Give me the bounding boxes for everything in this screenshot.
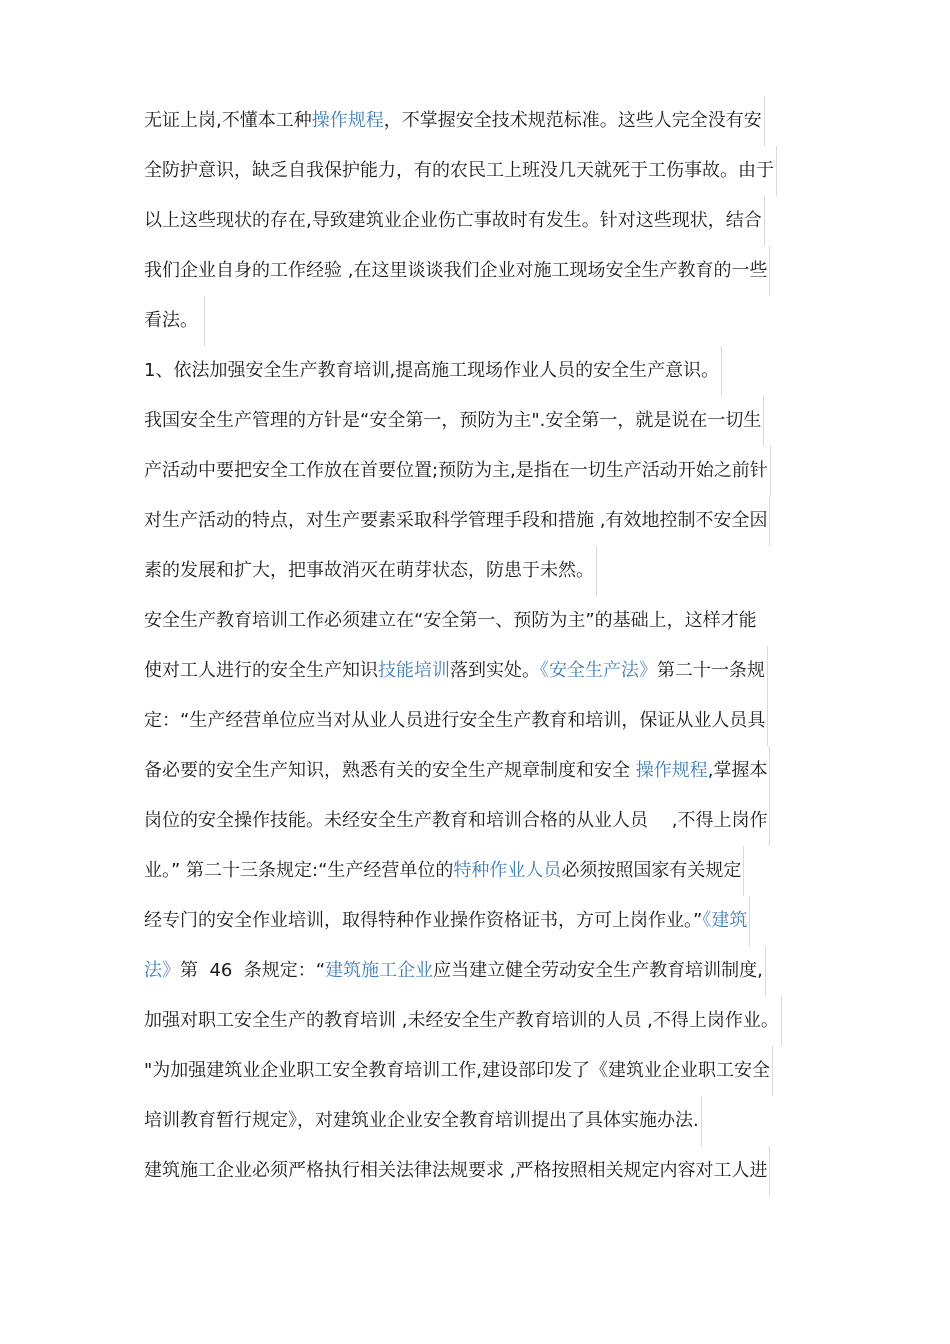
text-span: 业。” 第二十三条规定:“生产经营单位的 — [144, 860, 454, 881]
text-line — [144, 996, 782, 1046]
text-span: 第 46 条规定：“ — [180, 960, 326, 981]
link-construction-law[interactable]: 法》 — [144, 960, 180, 981]
text-span: 培训教育暂行规定》，对建筑业企业安全教育培训提出了具体实施办法. — [144, 1110, 699, 1131]
text-line — [144, 246, 770, 296]
link-skill-training[interactable]: 技能培训 — [378, 660, 450, 681]
text-span: ,掌握本 — [707, 760, 768, 781]
text-line — [144, 1096, 702, 1146]
text-span: 必须按照国家有关规定 — [561, 860, 742, 881]
text-span: 安全生产教育培训工作必须建立在“安全第一、预防为主”的基础上，这样才能 — [144, 610, 757, 631]
text-line — [144, 546, 597, 596]
text-line — [144, 646, 768, 696]
text-span: 第二十一条规 — [657, 660, 765, 681]
text-line — [144, 96, 765, 146]
text-span: 加强对职工安全生产的教育培训 ,未经安全生产教育培训的人员 ,不得上岗作业。 — [144, 1010, 779, 1031]
text-line — [144, 446, 771, 496]
text-span: 我们企业自身的工作经验 ,在这里谈谈我们企业对施工现场安全生产教育的一些 — [144, 260, 768, 281]
text-span: "为加强建筑业企业职工安全教育培训工作,建设部印发了《建筑业企业职工安全 — [144, 1060, 770, 1081]
text-line — [144, 596, 757, 646]
text-line — [144, 496, 770, 546]
text-span: 应当建立健全劳动安全生产教育培训制度, — [433, 960, 763, 981]
text-span: 落到实处。 — [450, 660, 540, 681]
link-operation-rules[interactable]: 操作规程 — [311, 110, 384, 131]
text-span: 岗位的安全操作技能。未经安全生产教育和培训合格的从业人员 ,不得上岗作 — [144, 810, 768, 831]
text-line — [144, 796, 770, 846]
link-construction-law[interactable]: 《建筑 — [702, 910, 748, 931]
text-span: 经专门的安全作业培训，取得特种作业操作资格证书，方可上岗作业。” — [144, 910, 703, 931]
text-span: 定：“生产经营单位应当对从业人员进行安全生产教育和培训，保证从业人员具 — [144, 710, 766, 731]
section-heading — [144, 346, 722, 396]
text-span: 无证上岗,不懂本工种 — [144, 110, 312, 131]
text-line — [144, 746, 770, 796]
text-span: 使对工人进行的安全生产知识 — [144, 660, 378, 681]
text-line — [144, 696, 768, 746]
link-work-safety-law[interactable]: 《安全生产法》 — [540, 660, 657, 681]
text-span: 对生产活动的特点，对生产要素采取科学管理手段和措施 ,有效地控制不安全因 — [144, 510, 768, 531]
text-span: 看法。 — [144, 310, 198, 331]
text-line — [144, 196, 765, 246]
text-span: 产活动中要把安全工作放在首要位置;预防为主,是指在一切生产活动开始之前针 — [144, 460, 768, 481]
text-span: ，不掌握安全技术规范标准。这些人完全没有安 — [383, 110, 762, 131]
text-span: 建筑施工企业必须严格执行相关法律法规要求 ,严格按照相关规定内容对工人进 — [144, 1160, 768, 1181]
text-span: 我国安全生产管理的方针是“安全第一，预防为主".安全第一，就是说在一切生 — [144, 410, 762, 431]
text-line — [144, 396, 764, 446]
text-span: 备必要的安全生产知识，熟悉有关的安全生产规章制度和安全 — [144, 760, 636, 781]
text-span: 全防护意识，缺乏自我保护能力，有的农民工上班没几天就死于工伤事故。由于 — [144, 160, 774, 181]
text-line — [144, 1046, 773, 1096]
text-span: 素的发展和扩大，把事故消灭在萌芽状态，防患于未然。 — [144, 560, 594, 581]
text-line — [144, 146, 777, 196]
link-operation-rules[interactable]: 操作规程 — [635, 760, 708, 781]
text-span: 以上这些现状的存在,导致建筑业企业伤亡事故时有发生。针对这些现状，结合 — [144, 210, 762, 231]
text-line — [144, 896, 750, 946]
text-line — [144, 296, 205, 346]
text-line — [144, 846, 744, 896]
text-span: 1、依法加强安全生产教育培训,提高施工现场作业人员的安全生产意识。 — [144, 360, 720, 381]
text-line — [144, 946, 766, 996]
text-line — [144, 1146, 770, 1196]
link-special-operators[interactable]: 特种作业人员 — [453, 860, 562, 881]
link-construction-enterprise[interactable]: 建筑施工企业 — [325, 960, 434, 981]
